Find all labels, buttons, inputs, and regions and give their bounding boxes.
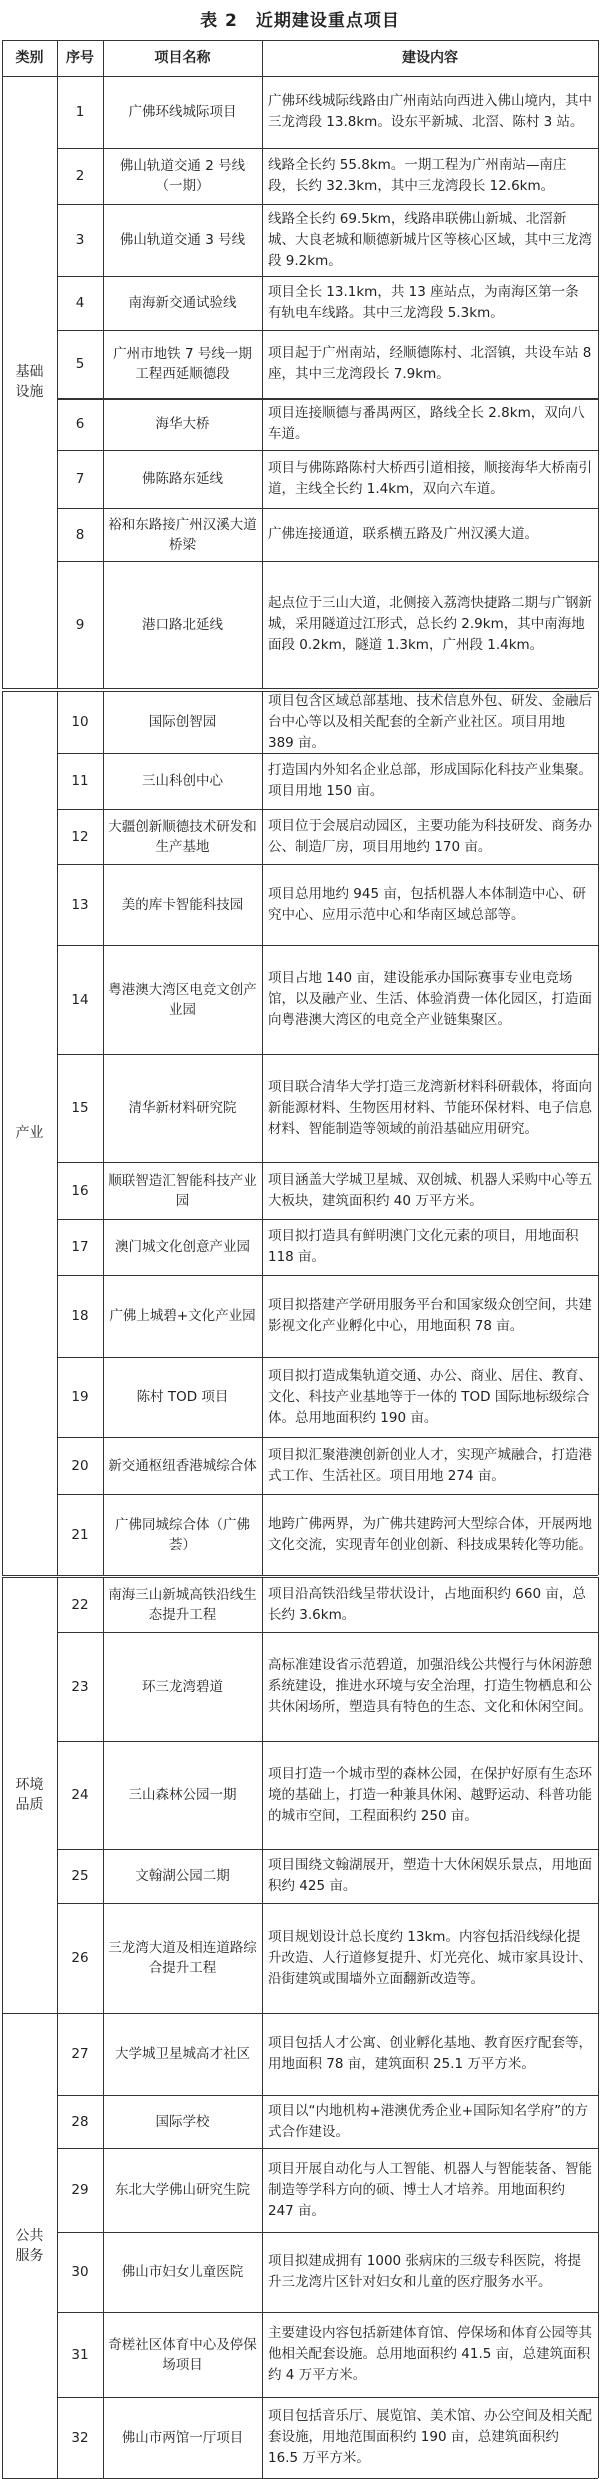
project-name-text: 广州市地铁 7 号线一期工程西延顺德段	[113, 346, 252, 382]
column-divider	[103, 2013, 104, 2478]
project-content-text: 项目围绕文翰湖展开，塑造十大休闲娱乐景点，用地面积约 425 亩。	[268, 1857, 592, 1894]
project-name-text: 国际创智园	[148, 714, 217, 730]
project-content-text: 项目包括音乐厅、展览馆、美术馆、办公空间及相关配套设施，用地范围面积约 190 亩，总建筑面积约 16.5 万平方米。	[268, 2408, 592, 2466]
header-category: 类别	[15, 50, 44, 66]
row-index: 8	[75, 526, 85, 543]
project-name-text: 澳门城文化创意产业园	[115, 1239, 250, 1255]
project-content	[262, 691, 598, 753]
project-content	[262, 753, 598, 809]
project-name-text: 奇槎社区体育中心及停保场项目	[108, 2336, 257, 2373]
row-index: 25	[71, 1868, 89, 1884]
project-content-text: 项目以“内地机构+港澳优秀企业+国际知名学府”的方式合作建设。	[268, 2102, 589, 2140]
row-divider	[57, 1054, 598, 1055]
column-divider	[598, 691, 599, 1575]
project-name	[103, 204, 262, 276]
project-name	[103, 2095, 262, 2148]
project-content	[262, 2397, 598, 2478]
project-name	[103, 1054, 262, 1162]
row-index: 13	[71, 896, 89, 913]
category-label: 环境品质	[15, 1777, 44, 1813]
row-index: 1	[75, 104, 85, 120]
row-divider	[57, 1162, 598, 1163]
project-name-text: 裕和东路接广州汉溪大道桥梁	[108, 516, 257, 553]
project-content-text: 项目占地 140 亩，建设能承办国际赛事专业电竞场馆，以及融产业、生活、体验消费一体化园区，打造面向粤港澳大湾区的电竞全产业链集聚区。	[268, 970, 592, 1028]
row-index: 7	[75, 471, 85, 487]
project-name-text: 海华大桥	[155, 416, 210, 432]
row-divider	[57, 450, 598, 451]
row-index: 14	[71, 991, 89, 1008]
project-content	[262, 1357, 598, 1437]
project-name	[103, 1275, 262, 1357]
row-index: 29	[71, 2182, 89, 2198]
project-content	[262, 1275, 598, 1357]
project-name-text: 陈村 TOD 项目	[136, 1389, 229, 1405]
project-name-text: 佛山市两馆一厅项目	[121, 2429, 244, 2446]
column-divider	[57, 691, 58, 1575]
project-content-text: 项目打造一个城市型的森林公园，在保护好原有生态环境的基础上，打造一种兼具休闲、越野运动、科普功能的城市空间，工程面积约 250 亩。	[268, 1765, 592, 1824]
row-divider	[57, 398, 598, 400]
table-title: 表 2 近期建设重点项目	[200, 11, 400, 31]
project-content-text: 起点位于三山大道，北侧接入荔湾快捷路二期与广钢新城，采用隧道过江形式，总长约 2.9km，其中南海地面段 0.2km，隧道 1.3km，广州段 1.4km。	[268, 595, 592, 653]
project-name-text: 新交通枢纽香港城综合体	[108, 1457, 257, 1474]
column-divider	[103, 76, 104, 688]
project-content-text: 项目总用地约 945 亩，包括机器人本体制造中心、研究中心、应用示范中心和华南区域总部等。	[268, 885, 586, 923]
row-divider	[57, 1494, 598, 1495]
project-name	[103, 508, 262, 561]
project-content	[262, 1219, 598, 1275]
project-name	[103, 2397, 262, 2478]
row-divider	[57, 1357, 598, 1358]
project-name-text: 港口路北延线	[142, 616, 223, 633]
row-index: 6	[75, 416, 85, 432]
row-divider	[2, 40, 598, 41]
project-name	[103, 1162, 262, 1219]
project-content-text: 项目联合清华大学打造三龙湾新材料科研载体，将面向新能源材料、生物医用材料、节能环保材料、电子信息材料、智能制造等领域的前沿基础应用研究。	[268, 1078, 592, 1137]
row-divider	[57, 1632, 598, 1633]
project-name	[103, 1903, 262, 2013]
project-content	[262, 1437, 598, 1494]
project-content-text: 项目拟打造成集轨道交通、办公、商业、居住、教育、文化、科技产业基地等于一体的 TOD 国际地标级综合体。总用地面积约 190 亩。	[268, 1367, 592, 1426]
row-index: 2	[75, 168, 85, 184]
project-name	[103, 2232, 262, 2312]
project-name-text: 大学城卫星城高才社区	[115, 2046, 250, 2062]
project-name-text: 清华新材料研究院	[128, 1100, 237, 1116]
project-name-text: 三龙湾大道及相连道路综合提升工程	[108, 1940, 257, 1976]
project-content	[262, 945, 598, 1054]
project-content-text: 项目规划设计总长度约 13km。内容包括沿线绿化提升改造、人行道修复提升、灯光亮化、城市家具设计、沿街建筑或围墙外立面翻新改造等。	[268, 1928, 592, 1987]
row-index: 23	[71, 1678, 89, 1695]
project-name	[103, 1494, 262, 1575]
project-content	[262, 864, 598, 945]
project-name	[103, 1632, 262, 1741]
column-divider	[103, 40, 104, 76]
row-index: 18	[71, 1308, 89, 1324]
project-content-text: 项目拟搭建产学研用服务平台和国家级众创空间，共建影视文化产业孵化中心，用地面积 78 亩。	[268, 1297, 592, 1334]
project-content-text: 项目沿高铁沿线呈带状设计，占地面积约 660 亩，总长约 3.6km。	[268, 1585, 586, 1623]
project-name-text: 三山森林公园一期	[128, 1787, 237, 1803]
project-name	[103, 1357, 262, 1437]
row-index: 20	[71, 1457, 89, 1474]
row-divider	[2, 1577, 598, 1578]
project-content	[262, 450, 598, 508]
project-name	[103, 1437, 262, 1494]
column-divider	[103, 691, 104, 1575]
row-divider	[57, 1903, 598, 1904]
project-name	[103, 330, 262, 398]
column-divider	[262, 2013, 263, 2478]
project-name-text: 广佛上城碧+文化产业园	[109, 1308, 256, 1324]
row-divider	[57, 753, 598, 754]
column-divider	[57, 2013, 58, 2478]
category-cell	[2, 2013, 57, 2478]
project-content-text: 地跨广佛两界，为广佛共建跨河大型综合体，开展两地文化交流，实现青年创业创新、科技成果转化等功能。	[268, 1515, 592, 1553]
row-index: 11	[71, 773, 89, 789]
row-index: 32	[71, 2429, 89, 2446]
project-name-text: 佛山市妇女儿童医院	[121, 2264, 244, 2280]
project-content-text: 项目起于广州南站，经顺德陈村、北滘镇，共设车站 8 座，其中三龙湾段长 7.9km。	[268, 345, 592, 382]
column-divider	[57, 76, 58, 688]
row-index: 19	[71, 1389, 89, 1405]
project-name	[103, 753, 262, 809]
row-index: 15	[71, 1100, 89, 1116]
project-name-text: 东北大学佛山研究生院	[115, 2182, 250, 2198]
row-divider	[57, 1741, 598, 1742]
row-divider	[57, 1849, 598, 1850]
header-name: 项目名称	[154, 50, 211, 66]
project-name-text: 广佛环线城际项目	[128, 104, 237, 120]
project-content-text: 打造国内外知名企业总部，形成国际化科技产业集聚。项目用地 150 亩。	[268, 762, 592, 799]
project-content	[262, 1849, 598, 1903]
column-divider	[598, 76, 599, 688]
project-content-text: 广佛环线城际线路由广州南站向西进入佛山境内，其中三龙湾段 13.8km。设东平新城、北滘、陈村 3 站。	[268, 93, 592, 130]
row-divider	[57, 2397, 598, 2398]
row-index: 26	[71, 1950, 89, 1966]
project-content	[262, 2148, 598, 2232]
project-name-text: 环三龙湾碧道	[142, 1678, 223, 1695]
column-divider	[598, 40, 599, 76]
project-name-text: 三山科创中心	[142, 773, 223, 789]
column-divider	[262, 691, 263, 1575]
row-index: 5	[75, 356, 85, 372]
project-name	[103, 276, 262, 330]
project-content-text: 广佛连接通道，联系横五路及广州汉溪大道。	[268, 526, 538, 542]
category-label: 基础设施	[15, 364, 44, 400]
project-name-text: 广佛同城综合体（广佛荟）	[115, 1516, 250, 1553]
project-name-text: 美的库卡智能科技园	[121, 896, 244, 913]
project-name-text: 佛陈路东延线	[142, 471, 223, 487]
project-name	[103, 2013, 262, 2095]
header-content: 建设内容	[402, 50, 458, 66]
row-index: 17	[71, 1239, 89, 1255]
project-content-text: 项目包含区域总部基地、技术信息外包、研发、金融后台中心等以及相关配套的全新产业社区。项目用地 389 亩。	[268, 692, 592, 751]
row-divider	[57, 2148, 598, 2149]
row-divider	[57, 148, 598, 149]
project-name-text: 佛山轨道交通 2 号线（一期）	[119, 158, 246, 194]
project-content-text: 项目与佛陈路陈村大桥西引道相接，顺接海华大桥南引道，主线全长约 1.4km，双向六车道。	[268, 460, 592, 497]
category-cell	[2, 76, 57, 688]
column-divider	[57, 1577, 58, 2013]
project-name	[103, 2148, 262, 2232]
row-divider	[57, 276, 598, 277]
row-divider	[57, 2312, 598, 2313]
project-content	[262, 2013, 598, 2095]
project-content	[262, 204, 598, 276]
project-content	[262, 508, 598, 561]
row-index: 4	[75, 295, 85, 311]
project-name	[103, 450, 262, 508]
column-divider	[103, 1577, 104, 2013]
project-name	[103, 561, 262, 688]
project-content	[262, 809, 598, 864]
project-content	[262, 1903, 598, 2013]
project-content	[262, 76, 598, 148]
project-content-text: 项目拟打造具有鲜明澳门文化元素的项目，用地面积 118 亩。	[268, 1228, 579, 1265]
row-divider	[57, 1219, 598, 1220]
row-divider	[57, 561, 598, 562]
row-divider	[57, 508, 598, 509]
row-divider	[57, 864, 598, 865]
category-cell	[2, 691, 57, 1575]
column-divider	[598, 2013, 599, 2478]
project-content-text: 项目全长 13.1km，共 13 座站点，为南海区第一条有轨电车线路。其中三龙湾段 5.3km。	[268, 284, 579, 321]
project-content-text: 项目开展自动化与人工智能、机器人与智能装备、智能制造等学科方向的硕、博士人才培养。用地面积约 247 亩。	[268, 2160, 592, 2219]
column-divider	[2, 2013, 3, 2478]
row-divider	[57, 330, 598, 331]
project-name-text: 佛山轨道交通 3 号线	[119, 232, 246, 248]
project-content	[262, 2232, 598, 2312]
project-name-text: 南海新交通试验线	[128, 295, 237, 311]
project-name	[103, 76, 262, 148]
row-index: 30	[71, 2264, 89, 2280]
project-content	[262, 276, 598, 330]
row-divider	[2, 691, 598, 692]
project-content	[262, 330, 598, 398]
project-name-text: 大疆创新顺德技术研发和生产基地	[108, 818, 257, 855]
project-name	[103, 1219, 262, 1275]
project-content	[262, 1577, 598, 1632]
project-name-text: 粤港澳大湾区电竞文创产业园	[108, 981, 257, 1018]
project-content-text: 项目拟汇聚港澳创新创业人才，实现产城融合，打造港式工作、生活社区。项目用地 274 亩。	[268, 1446, 592, 1484]
project-content-text: 线路全长约 55.8km。一期工程为广州南站—南庄段，长约 32.3km，其中三龙湾段长 12.6km。	[268, 157, 567, 194]
project-content	[262, 398, 598, 450]
row-index: 24	[71, 1787, 89, 1803]
project-name	[103, 148, 262, 204]
project-content	[262, 1741, 598, 1849]
project-content-text: 项目包括人才公寓、创业孵化基地、教育医疗配套等，用地面积 78 亩，建筑面积 25.1 万平方米。	[268, 2035, 592, 2072]
project-name	[103, 945, 262, 1054]
row-divider	[2, 1575, 598, 1576]
column-divider	[2, 1577, 3, 2013]
row-divider	[57, 1437, 598, 1438]
column-divider	[2, 76, 3, 688]
project-content-text: 线路全长约 69.5km，线路串联佛山新城、北滘新城、大良老城和顺德新城片区等核心区域，其中三龙湾段 9.2km。	[268, 210, 592, 269]
category-cell	[2, 1577, 57, 2013]
row-index: 16	[71, 1182, 89, 1199]
row-index: 12	[71, 828, 89, 845]
project-content	[262, 148, 598, 204]
header-index: 序号	[66, 50, 94, 66]
project-name	[103, 1741, 262, 1849]
project-content-text: 项目拟建成拥有 1000 张病床的三级专科医院，将提升三龙湾片区针对妇女和儿童的医疗服务水平。	[268, 2253, 581, 2290]
project-content-text: 项目涵盖大学城卫星城、双创城、机器人采购中心等五大板块，建筑面积约 40 万平方米。	[268, 1171, 592, 1209]
row-divider	[57, 2232, 598, 2233]
project-name	[103, 691, 262, 753]
project-content	[262, 1162, 598, 1219]
category-label: 公共服务	[15, 2227, 44, 2264]
row-divider	[57, 809, 598, 810]
project-name-text: 国际学校	[155, 2113, 210, 2130]
column-divider	[262, 1577, 263, 2013]
project-name	[103, 398, 262, 450]
row-divider	[57, 2095, 598, 2096]
project-content	[262, 1632, 598, 1741]
project-content	[262, 561, 598, 688]
project-content-text: 高标准建设省示范碧道，加强沿线公共慢行与休闲游憩系统建设，推进水环境与安全治理，打造生物栖息和公共休闲场所，塑造具有特色的生态、文化和休闲空间。	[268, 1657, 592, 1715]
project-content-text: 主要建设内容包括新建体育馆、停保场和体育公园等其他相关配套设施。总用地面积约 41.5 亩，总建筑面积约 4 万平方米。	[268, 2325, 592, 2383]
project-name	[103, 864, 262, 945]
column-divider	[262, 76, 263, 688]
project-content-text: 项目连接顺德与番禺两区，路线全长 2.8km，双向八车道。	[268, 405, 585, 442]
column-divider	[2, 40, 3, 76]
column-divider	[598, 1577, 599, 2013]
project-name	[103, 809, 262, 864]
row-index: 28	[71, 2113, 89, 2130]
project-name-text: 文翰湖公园二期	[135, 1868, 230, 1884]
column-divider	[262, 40, 263, 76]
column-divider	[57, 40, 58, 76]
project-name	[103, 1849, 262, 1903]
project-name	[103, 1577, 262, 1632]
row-index: 9	[75, 616, 85, 633]
project-content	[262, 1494, 598, 1575]
project-name-text: 顺联智造汇智能科技产业园	[108, 1172, 257, 1209]
row-index: 21	[71, 1526, 89, 1543]
row-index: 3	[75, 232, 85, 248]
project-content-text: 项目位于会展启动园区，主要功能为科技研发、商务办公、制造厂房，项目用地约 170 亩。	[268, 817, 592, 855]
project-content	[262, 2095, 598, 2148]
project-name-text: 南海三山新城高铁沿线生态提升工程	[108, 1586, 257, 1623]
row-divider	[57, 945, 598, 946]
row-divider	[2, 2013, 598, 2014]
column-divider	[2, 691, 3, 1575]
row-index: 31	[71, 2346, 89, 2363]
row-index: 10	[71, 714, 89, 730]
project-name	[103, 2312, 262, 2397]
row-index: 27	[71, 2046, 89, 2062]
project-content	[262, 1054, 598, 1162]
row-divider	[57, 1275, 598, 1276]
row-index: 22	[71, 1596, 89, 1613]
row-divider	[57, 204, 598, 205]
category-label: 产业	[15, 1125, 44, 1141]
row-divider	[2, 76, 598, 77]
project-content	[262, 2312, 598, 2397]
row-divider	[2, 688, 598, 689]
